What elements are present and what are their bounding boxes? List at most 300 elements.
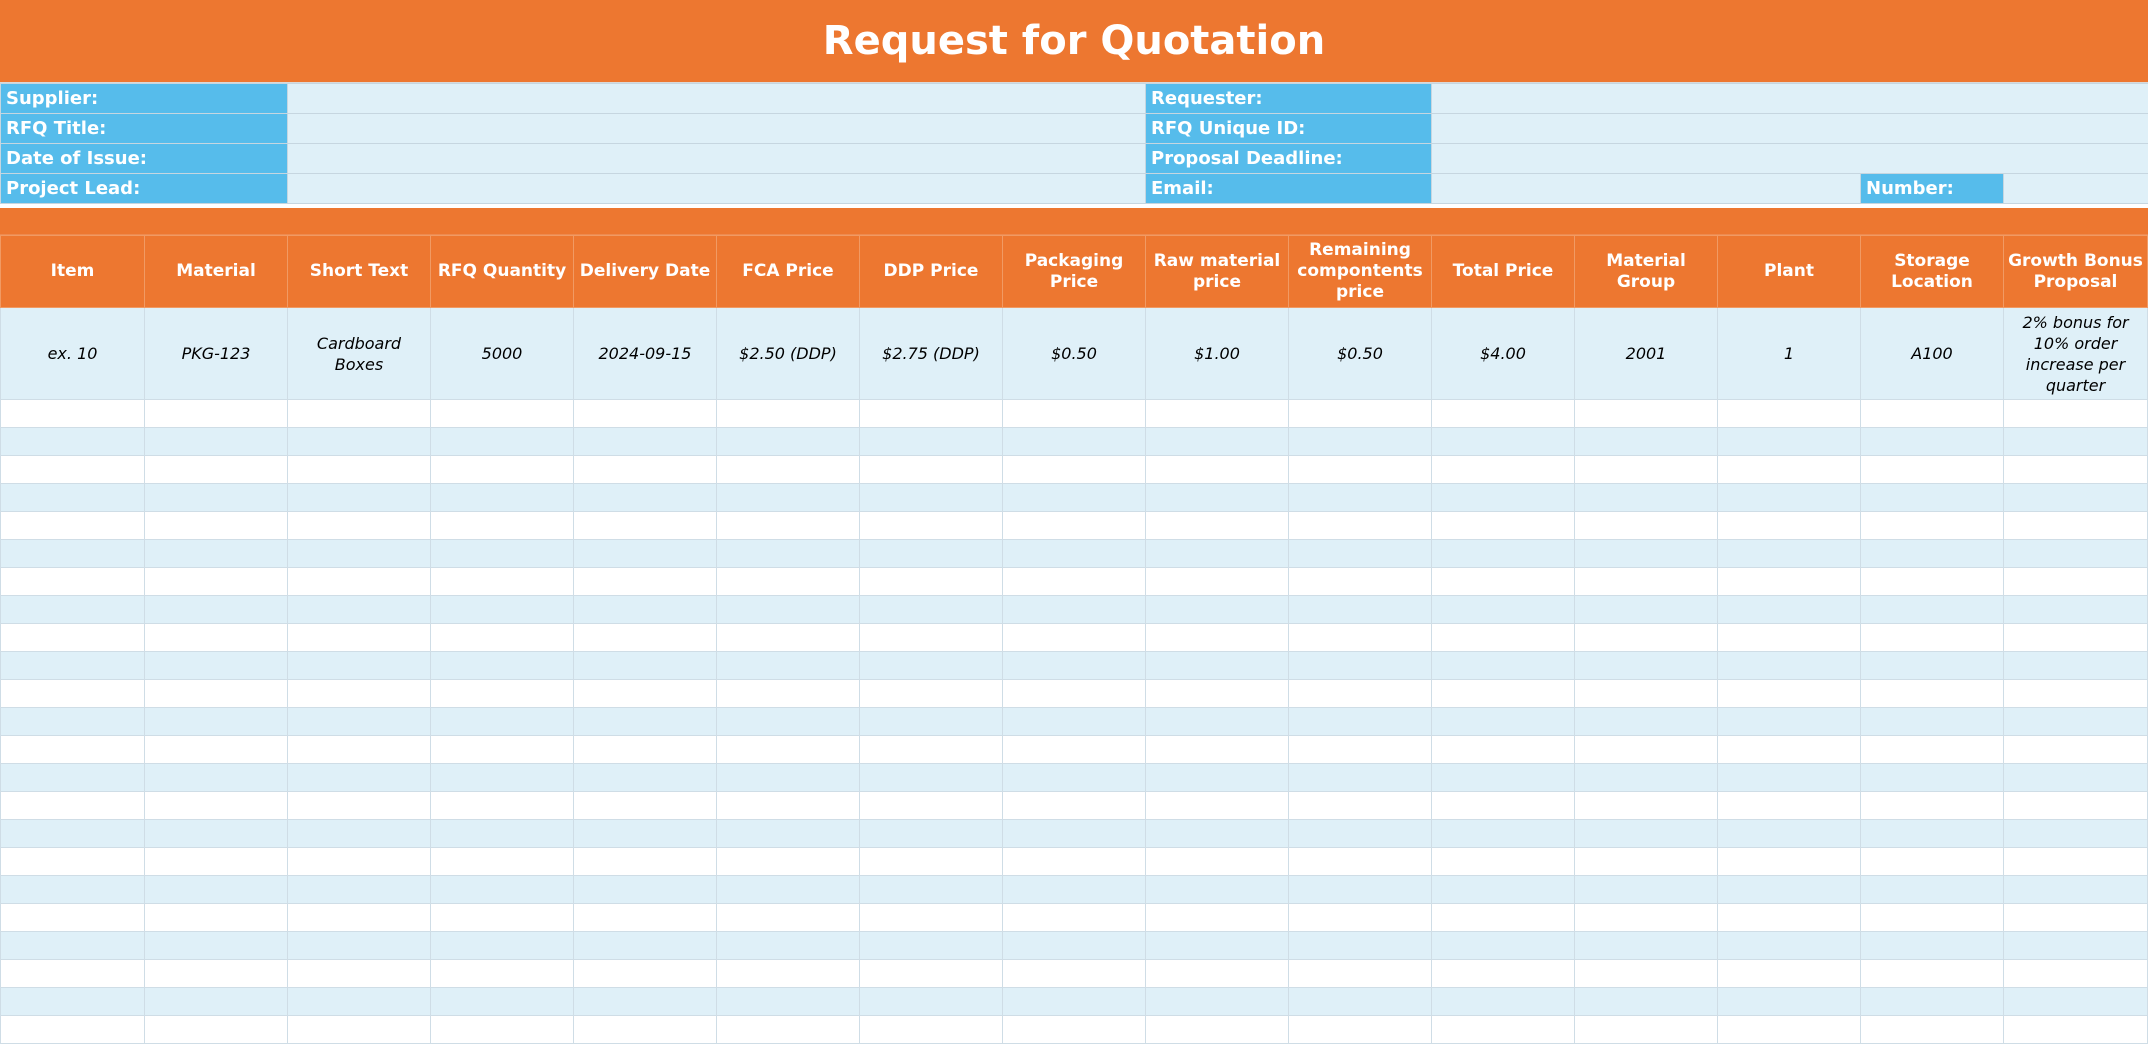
table-cell[interactable] — [431, 484, 574, 512]
table-cell[interactable] — [574, 736, 717, 764]
table-cell[interactable] — [1861, 596, 2004, 624]
table-cell[interactable] — [1, 960, 145, 988]
table-cell[interactable] — [1289, 484, 1432, 512]
table-cell[interactable] — [1, 680, 145, 708]
table-cell[interactable] — [288, 400, 431, 428]
table-cell[interactable] — [1003, 736, 1146, 764]
table-cell[interactable] — [288, 932, 431, 960]
table-cell[interactable] — [1289, 764, 1432, 792]
table-cell[interactable] — [1289, 820, 1432, 848]
example-cell-fca-price[interactable]: $2.50 (DDP) — [717, 308, 860, 400]
table-cell[interactable] — [2004, 792, 2148, 820]
table-cell[interactable] — [288, 820, 431, 848]
table-cell[interactable] — [1, 400, 145, 428]
table-cell[interactable] — [431, 876, 574, 904]
table-cell[interactable] — [860, 512, 1003, 540]
table-cell[interactable] — [1432, 904, 1575, 932]
table-cell[interactable] — [1003, 484, 1146, 512]
table-cell[interactable] — [1575, 680, 1718, 708]
table-cell[interactable] — [1289, 848, 1432, 876]
table-cell[interactable] — [1861, 988, 2004, 1016]
table-cell[interactable] — [1003, 568, 1146, 596]
table-cell[interactable] — [1575, 876, 1718, 904]
table-cell[interactable] — [574, 960, 717, 988]
table-cell[interactable] — [717, 596, 860, 624]
example-cell-material[interactable]: PKG-123 — [145, 308, 288, 400]
table-cell[interactable] — [717, 1016, 860, 1044]
table-cell[interactable] — [1575, 932, 1718, 960]
table-cell[interactable] — [2004, 456, 2148, 484]
table-cell[interactable] — [288, 876, 431, 904]
table-cell[interactable] — [1003, 428, 1146, 456]
table-cell[interactable] — [574, 484, 717, 512]
table-cell[interactable] — [1718, 932, 1861, 960]
table-cell[interactable] — [1289, 680, 1432, 708]
table-cell[interactable] — [1432, 568, 1575, 596]
table-cell[interactable] — [860, 624, 1003, 652]
table-cell[interactable] — [145, 652, 288, 680]
table-cell[interactable] — [2004, 428, 2148, 456]
table-cell[interactable] — [1718, 568, 1861, 596]
table-cell[interactable] — [1861, 484, 2004, 512]
table-cell[interactable] — [1432, 428, 1575, 456]
table-cell[interactable] — [1718, 624, 1861, 652]
table-cell[interactable] — [431, 932, 574, 960]
table-cell[interactable] — [574, 680, 717, 708]
table-cell[interactable] — [145, 428, 288, 456]
table-cell[interactable] — [1718, 736, 1861, 764]
table-cell[interactable] — [1, 876, 145, 904]
table-cell[interactable] — [288, 484, 431, 512]
table-cell[interactable] — [1861, 624, 2004, 652]
table-cell[interactable] — [717, 624, 860, 652]
table-cell[interactable] — [288, 652, 431, 680]
table-cell[interactable] — [2004, 400, 2148, 428]
table-cell[interactable] — [1861, 904, 2004, 932]
table-cell[interactable] — [1861, 764, 2004, 792]
table-cell[interactable] — [860, 960, 1003, 988]
table-cell[interactable] — [1, 708, 145, 736]
table-cell[interactable] — [2004, 596, 2148, 624]
table-cell[interactable] — [1432, 932, 1575, 960]
table-cell[interactable] — [717, 652, 860, 680]
requester-field[interactable] — [1432, 84, 2148, 114]
table-cell[interactable] — [145, 960, 288, 988]
table-cell[interactable] — [431, 456, 574, 484]
table-cell[interactable] — [1146, 988, 1289, 1016]
example-cell-short-text[interactable]: Cardboard Boxes — [288, 308, 431, 400]
table-cell[interactable] — [1289, 540, 1432, 568]
table-cell[interactable] — [574, 988, 717, 1016]
table-cell[interactable] — [860, 848, 1003, 876]
table-cell[interactable] — [1003, 596, 1146, 624]
table-cell[interactable] — [145, 456, 288, 484]
table-cell[interactable] — [860, 820, 1003, 848]
example-cell-remaining-compontents-price[interactable]: $0.50 — [1289, 308, 1432, 400]
table-cell[interactable] — [717, 512, 860, 540]
table-cell[interactable] — [2004, 708, 2148, 736]
table-cell[interactable] — [145, 484, 288, 512]
table-cell[interactable] — [2004, 820, 2148, 848]
table-cell[interactable] — [860, 456, 1003, 484]
table-cell[interactable] — [288, 988, 431, 1016]
table-cell[interactable] — [145, 876, 288, 904]
table-cell[interactable] — [1432, 652, 1575, 680]
table-cell[interactable] — [431, 764, 574, 792]
table-cell[interactable] — [574, 568, 717, 596]
table-cell[interactable] — [1432, 764, 1575, 792]
table-cell[interactable] — [1003, 988, 1146, 1016]
table-cell[interactable] — [1432, 512, 1575, 540]
table-cell[interactable] — [1146, 932, 1289, 960]
table-cell[interactable] — [2004, 736, 2148, 764]
example-cell-packaging-price[interactable]: $0.50 — [1003, 308, 1146, 400]
table-cell[interactable] — [574, 512, 717, 540]
table-cell[interactable] — [717, 736, 860, 764]
table-cell[interactable] — [431, 568, 574, 596]
table-cell[interactable] — [1289, 428, 1432, 456]
table-cell[interactable] — [717, 764, 860, 792]
table-cell[interactable] — [1003, 708, 1146, 736]
table-cell[interactable] — [1718, 400, 1861, 428]
table-cell[interactable] — [1289, 1016, 1432, 1044]
table-cell[interactable] — [1003, 876, 1146, 904]
table-cell[interactable] — [1718, 792, 1861, 820]
example-cell-raw-material-price[interactable]: $1.00 — [1146, 308, 1289, 400]
table-cell[interactable] — [860, 792, 1003, 820]
table-cell[interactable] — [1003, 960, 1146, 988]
table-cell[interactable] — [1432, 680, 1575, 708]
table-cell[interactable] — [1146, 960, 1289, 988]
table-cell[interactable] — [860, 484, 1003, 512]
example-cell-total-price[interactable]: $4.00 — [1432, 308, 1575, 400]
table-cell[interactable] — [145, 400, 288, 428]
table-cell[interactable] — [1432, 820, 1575, 848]
table-cell[interactable] — [1, 456, 145, 484]
table-cell[interactable] — [288, 708, 431, 736]
table-cell[interactable] — [1861, 540, 2004, 568]
table-cell[interactable] — [1575, 596, 1718, 624]
table-cell[interactable] — [1432, 708, 1575, 736]
table-cell[interactable] — [1146, 708, 1289, 736]
table-cell[interactable] — [288, 904, 431, 932]
table-cell[interactable] — [1432, 596, 1575, 624]
table-cell[interactable] — [1289, 652, 1432, 680]
table-cell[interactable] — [288, 428, 431, 456]
date-of-issue-field[interactable] — [288, 144, 1146, 174]
table-cell[interactable] — [1575, 988, 1718, 1016]
table-cell[interactable] — [860, 1016, 1003, 1044]
table-cell[interactable] — [1861, 1016, 2004, 1044]
table-cell[interactable] — [1432, 792, 1575, 820]
table-cell[interactable] — [1, 820, 145, 848]
table-cell[interactable] — [145, 932, 288, 960]
table-cell[interactable] — [574, 848, 717, 876]
table-cell[interactable] — [288, 540, 431, 568]
table-cell[interactable] — [1575, 820, 1718, 848]
table-cell[interactable] — [1146, 540, 1289, 568]
number-field[interactable] — [2004, 174, 2148, 204]
table-cell[interactable] — [1575, 400, 1718, 428]
table-cell[interactable] — [431, 736, 574, 764]
table-cell[interactable] — [1718, 428, 1861, 456]
table-cell[interactable] — [1003, 764, 1146, 792]
table-cell[interactable] — [717, 484, 860, 512]
table-cell[interactable] — [1861, 876, 2004, 904]
table-cell[interactable] — [1861, 568, 2004, 596]
table-cell[interactable] — [431, 624, 574, 652]
table-cell[interactable] — [574, 904, 717, 932]
table-cell[interactable] — [1, 624, 145, 652]
example-cell-growth-bonus-proposal[interactable]: 2% bonus for 10% order increase per quarter — [2004, 308, 2148, 400]
table-cell[interactable] — [1575, 624, 1718, 652]
example-cell-storage-location[interactable]: A100 — [1861, 308, 2004, 400]
table-cell[interactable] — [1003, 540, 1146, 568]
table-cell[interactable] — [574, 596, 717, 624]
table-cell[interactable] — [1146, 596, 1289, 624]
table-cell[interactable] — [860, 568, 1003, 596]
table-cell[interactable] — [431, 820, 574, 848]
table-cell[interactable] — [1575, 1016, 1718, 1044]
table-cell[interactable] — [1575, 736, 1718, 764]
table-cell[interactable] — [860, 904, 1003, 932]
table-cell[interactable] — [145, 988, 288, 1016]
table-cell[interactable] — [288, 960, 431, 988]
table-cell[interactable] — [1003, 400, 1146, 428]
table-cell[interactable] — [1003, 512, 1146, 540]
table-cell[interactable] — [145, 680, 288, 708]
table-cell[interactable] — [145, 512, 288, 540]
table-cell[interactable] — [1718, 1016, 1861, 1044]
table-cell[interactable] — [1861, 960, 2004, 988]
table-cell[interactable] — [431, 652, 574, 680]
table-cell[interactable] — [1718, 988, 1861, 1016]
table-cell[interactable] — [145, 848, 288, 876]
table-cell[interactable] — [1003, 848, 1146, 876]
table-cell[interactable] — [1, 540, 145, 568]
example-cell-delivery-date[interactable]: 2024-09-15 — [574, 308, 717, 400]
table-cell[interactable] — [1003, 1016, 1146, 1044]
table-cell[interactable] — [1289, 904, 1432, 932]
table-cell[interactable] — [1, 512, 145, 540]
table-cell[interactable] — [1003, 932, 1146, 960]
table-cell[interactable] — [145, 624, 288, 652]
table-cell[interactable] — [1432, 484, 1575, 512]
table-cell[interactable] — [1432, 456, 1575, 484]
table-cell[interactable] — [717, 848, 860, 876]
table-cell[interactable] — [1003, 652, 1146, 680]
table-cell[interactable] — [288, 624, 431, 652]
table-cell[interactable] — [860, 540, 1003, 568]
table-cell[interactable] — [1575, 484, 1718, 512]
table-cell[interactable] — [1432, 1016, 1575, 1044]
table-cell[interactable] — [1718, 876, 1861, 904]
table-cell[interactable] — [1861, 680, 2004, 708]
table-cell[interactable] — [860, 428, 1003, 456]
table-cell[interactable] — [717, 988, 860, 1016]
table-cell[interactable] — [1432, 848, 1575, 876]
table-cell[interactable] — [1575, 960, 1718, 988]
table-cell[interactable] — [574, 540, 717, 568]
table-cell[interactable] — [1146, 764, 1289, 792]
table-cell[interactable] — [1, 904, 145, 932]
table-cell[interactable] — [717, 820, 860, 848]
table-cell[interactable] — [860, 932, 1003, 960]
table-cell[interactable] — [717, 876, 860, 904]
table-cell[interactable] — [574, 1016, 717, 1044]
proposal-deadline-field[interactable] — [1432, 144, 2148, 174]
table-cell[interactable] — [1146, 568, 1289, 596]
table-cell[interactable] — [431, 708, 574, 736]
table-cell[interactable] — [1289, 456, 1432, 484]
table-cell[interactable] — [1575, 904, 1718, 932]
table-cell[interactable] — [1718, 456, 1861, 484]
table-cell[interactable] — [1718, 708, 1861, 736]
table-cell[interactable] — [860, 680, 1003, 708]
table-cell[interactable] — [1, 764, 145, 792]
table-cell[interactable] — [860, 400, 1003, 428]
table-cell[interactable] — [1575, 568, 1718, 596]
table-cell[interactable] — [574, 400, 717, 428]
table-cell[interactable] — [288, 456, 431, 484]
table-cell[interactable] — [860, 736, 1003, 764]
table-cell[interactable] — [1146, 512, 1289, 540]
table-cell[interactable] — [1003, 792, 1146, 820]
table-cell[interactable] — [1, 736, 145, 764]
table-cell[interactable] — [717, 680, 860, 708]
table-cell[interactable] — [1289, 624, 1432, 652]
table-cell[interactable] — [1861, 428, 2004, 456]
table-cell[interactable] — [1861, 820, 2004, 848]
table-cell[interactable] — [1861, 708, 2004, 736]
table-cell[interactable] — [1861, 932, 2004, 960]
table-cell[interactable] — [1861, 512, 2004, 540]
table-cell[interactable] — [1146, 680, 1289, 708]
table-cell[interactable] — [1432, 736, 1575, 764]
table-cell[interactable] — [1861, 652, 2004, 680]
table-cell[interactable] — [288, 764, 431, 792]
table-cell[interactable] — [1289, 932, 1432, 960]
table-cell[interactable] — [1289, 400, 1432, 428]
table-cell[interactable] — [1289, 736, 1432, 764]
rfq-unique-id-field[interactable] — [1432, 114, 2148, 144]
table-cell[interactable] — [717, 904, 860, 932]
supplier-field[interactable] — [288, 84, 1146, 114]
table-cell[interactable] — [1146, 400, 1289, 428]
table-cell[interactable] — [1718, 596, 1861, 624]
table-cell[interactable] — [2004, 540, 2148, 568]
table-cell[interactable] — [1718, 764, 1861, 792]
table-cell[interactable] — [717, 960, 860, 988]
table-cell[interactable] — [431, 540, 574, 568]
table-cell[interactable] — [1289, 568, 1432, 596]
table-cell[interactable] — [2004, 512, 2148, 540]
table-cell[interactable] — [2004, 764, 2148, 792]
table-cell[interactable] — [1432, 540, 1575, 568]
table-cell[interactable] — [2004, 568, 2148, 596]
project-lead-field[interactable] — [288, 174, 1146, 204]
table-cell[interactable] — [574, 932, 717, 960]
table-cell[interactable] — [1289, 792, 1432, 820]
table-cell[interactable] — [1, 848, 145, 876]
table-cell[interactable] — [1718, 680, 1861, 708]
table-cell[interactable] — [717, 456, 860, 484]
table-cell[interactable] — [288, 848, 431, 876]
table-cell[interactable] — [1, 932, 145, 960]
table-cell[interactable] — [431, 848, 574, 876]
table-cell[interactable] — [2004, 1016, 2148, 1044]
table-cell[interactable] — [1575, 652, 1718, 680]
table-cell[interactable] — [717, 400, 860, 428]
table-cell[interactable] — [1003, 624, 1146, 652]
table-cell[interactable] — [2004, 484, 2148, 512]
table-cell[interactable] — [1575, 512, 1718, 540]
table-cell[interactable] — [860, 764, 1003, 792]
table-cell[interactable] — [1718, 512, 1861, 540]
table-cell[interactable] — [574, 428, 717, 456]
table-cell[interactable] — [1146, 904, 1289, 932]
table-cell[interactable] — [288, 568, 431, 596]
table-cell[interactable] — [1718, 540, 1861, 568]
table-cell[interactable] — [574, 792, 717, 820]
table-cell[interactable] — [1146, 848, 1289, 876]
table-cell[interactable] — [1575, 428, 1718, 456]
table-cell[interactable] — [1146, 652, 1289, 680]
table-cell[interactable] — [1146, 624, 1289, 652]
table-cell[interactable] — [1146, 876, 1289, 904]
table-cell[interactable] — [1003, 680, 1146, 708]
table-cell[interactable] — [860, 988, 1003, 1016]
table-cell[interactable] — [1718, 960, 1861, 988]
table-cell[interactable] — [1289, 988, 1432, 1016]
table-cell[interactable] — [1861, 792, 2004, 820]
table-cell[interactable] — [288, 736, 431, 764]
table-cell[interactable] — [145, 708, 288, 736]
table-cell[interactable] — [431, 1016, 574, 1044]
table-cell[interactable] — [717, 932, 860, 960]
table-cell[interactable] — [145, 736, 288, 764]
table-cell[interactable] — [1003, 456, 1146, 484]
table-cell[interactable] — [1718, 484, 1861, 512]
table-cell[interactable] — [1718, 820, 1861, 848]
rfq-title-field[interactable] — [288, 114, 1146, 144]
table-cell[interactable] — [1003, 904, 1146, 932]
table-cell[interactable] — [2004, 848, 2148, 876]
table-cell[interactable] — [1718, 904, 1861, 932]
table-cell[interactable] — [1146, 792, 1289, 820]
table-cell[interactable] — [1, 596, 145, 624]
table-cell[interactable] — [431, 680, 574, 708]
table-cell[interactable] — [1575, 764, 1718, 792]
table-cell[interactable] — [1146, 456, 1289, 484]
table-cell[interactable] — [1575, 708, 1718, 736]
table-cell[interactable] — [717, 708, 860, 736]
table-cell[interactable] — [145, 764, 288, 792]
table-cell[interactable] — [1861, 736, 2004, 764]
table-cell[interactable] — [860, 708, 1003, 736]
table-cell[interactable] — [717, 540, 860, 568]
table-cell[interactable] — [1146, 428, 1289, 456]
table-cell[interactable] — [431, 988, 574, 1016]
table-cell[interactable] — [1432, 960, 1575, 988]
table-cell[interactable] — [1861, 400, 2004, 428]
table-cell[interactable] — [1575, 456, 1718, 484]
table-cell[interactable] — [574, 624, 717, 652]
table-cell[interactable] — [574, 876, 717, 904]
table-cell[interactable] — [717, 792, 860, 820]
table-cell[interactable] — [2004, 680, 2148, 708]
table-cell[interactable] — [1, 988, 145, 1016]
